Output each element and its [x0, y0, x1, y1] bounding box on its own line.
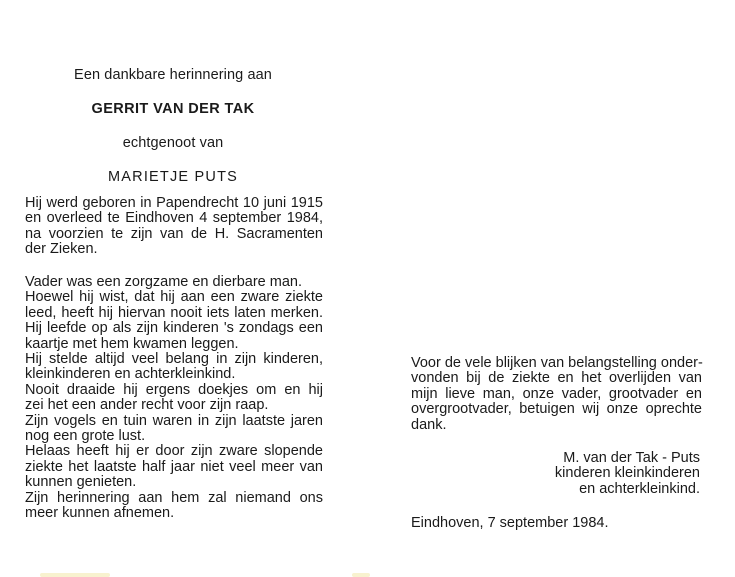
tribute-line: kaartje met hem kwamen leggen.	[25, 335, 239, 352]
signature-block	[555, 451, 700, 497]
birth-line: Hij werd geboren in Papendrecht 10 juni 1915	[25, 195, 323, 211]
tribute-line: ziekte het laatste half jaar niet veel meer van	[25, 458, 323, 475]
paper-stain	[352, 573, 370, 577]
thanks-line: vonden bij de ziekte en het overlijden van	[411, 370, 702, 387]
birth-line: der Zieken.	[25, 241, 98, 258]
thanks-line: overgrootvader, betuigen wij onze oprechte	[411, 401, 702, 418]
tribute-line: nog een grote lust.	[25, 428, 146, 445]
tribute-line: zei het een ander recht voor zijn raap.	[25, 397, 269, 414]
thanks-line: Voor de vele blijken van belangstelling onder-	[411, 355, 703, 371]
tribute-line: Zijn vogels en tuin waren in zijn laatste jaren	[25, 412, 323, 429]
tribute-line: kleinkinderen en achterkleinkind.	[25, 366, 236, 383]
birth-paragraph	[25, 196, 323, 258]
tribute-line: Hoewel hij wist, dat hij aan een zware ziekte	[25, 289, 323, 306]
tribute-line: kunnen genieten.	[25, 474, 137, 491]
spouse-name: MARIETJE PUTS	[108, 169, 238, 185]
signature-line: kinderen kleinkinderen	[554, 465, 700, 482]
signature-line: en achterkleinkind.	[579, 480, 700, 497]
tribute-paragraph	[25, 275, 323, 522]
birth-line: en overleed te Eindhoven 4 september 1984,	[25, 210, 323, 227]
tribute-line: Hij leefde op als zijn kinderen 's zondags een	[25, 320, 323, 337]
signature-line: M. van der Tak - Puts	[563, 450, 700, 466]
tribute-line: Vader was een zorgzame en dierbare man.	[25, 274, 302, 290]
tribute-line: Nooit draaide hij ergens doekjes om en hij	[25, 381, 323, 398]
deceased-name: GERRIT VAN DER TAK	[91, 101, 255, 117]
tribute-line: Hij stelde altijd veel belang in zijn kinderen,	[25, 351, 323, 368]
birth-line: na voorzien te zijn van de H. Sacramenten	[25, 225, 323, 242]
tribute-line: leed, heeft hij hiervan nooit iets laten merken.	[25, 304, 323, 321]
tribute-line: Zijn herinnering aan hem zal niemand ons	[25, 489, 323, 506]
tribute-line: Helaas heeft hij er door zijn zware slopende	[25, 443, 323, 460]
thanks-line: dank.	[411, 416, 447, 433]
intro-line: Een dankbare herinnering aan	[74, 67, 272, 83]
place-date: Eindhoven, 7 september 1984.	[411, 515, 609, 531]
thanks-paragraph	[411, 356, 702, 433]
thanks-line: mijn lieve man, onze vader, grootvader en	[411, 385, 702, 402]
relation-line: echtgenoot van	[122, 135, 224, 151]
paper-stain	[40, 573, 110, 577]
tribute-line: meer kunnen afnemen.	[25, 505, 175, 522]
